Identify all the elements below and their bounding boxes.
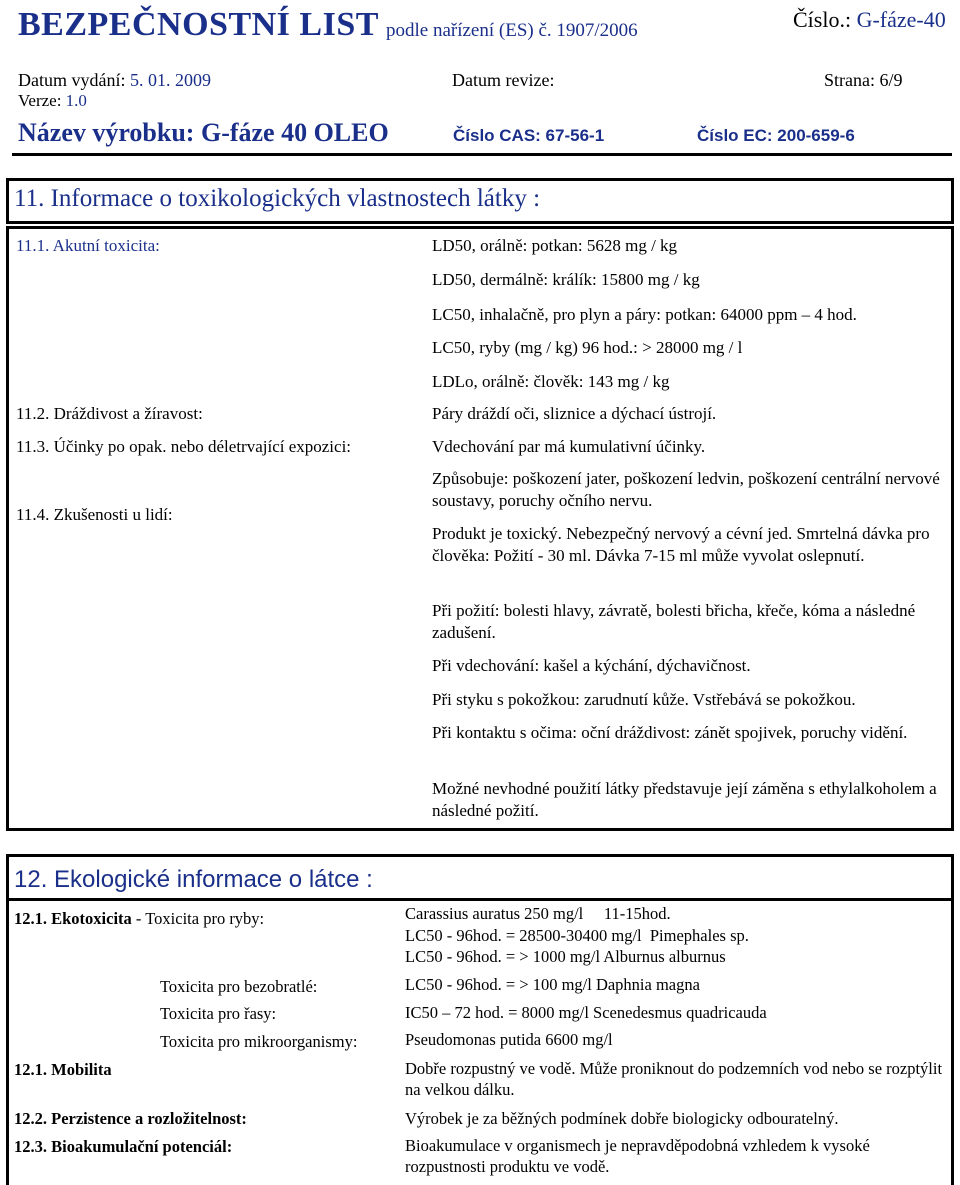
document-number: Číslo.: G-fáze-40 bbox=[793, 7, 946, 32]
section12-heading: 12. Ekologické informace o látce : bbox=[14, 866, 373, 893]
document-title: BEZPEČNOSTNÍ LIST bbox=[18, 6, 379, 43]
page-number: Strana: 6/9 bbox=[824, 70, 903, 90]
bioaccumulation-value: Bioakumulace v organismech je nepravděpodobná vzhledem k vysoké rozpustnosti produktu ve vodě. bbox=[405, 1136, 870, 1176]
irritation-value: Páry dráždí oči, sliznice a dýchací ústrojí. bbox=[432, 404, 717, 423]
invertebrate-value: LC50 - 96hod. = > 100 mg/l Daphnia magna bbox=[405, 975, 700, 994]
issue-date: Datum vydání: 5. 01. 2009 bbox=[18, 70, 211, 90]
cas-number: Číslo CAS: 67-56-1 bbox=[453, 126, 605, 145]
persistence-label: 12.2. Perzistence a rozložitelnost: bbox=[14, 1109, 247, 1128]
human-value: Při požití: bolesti hlavy, závratě, bolesti břicha, křeče, kóma a následné zadušení. bbox=[432, 601, 916, 642]
section11-heading: 11. Informace o toxikologických vlastnostech látky : bbox=[14, 185, 541, 212]
human-value: Při vdechování: kašel a kýchání, dýchavičnost. bbox=[432, 656, 751, 675]
regulation-text: podle nařízení (ES) č. 1907/2006 bbox=[386, 20, 638, 41]
ecotoxicity-label: 12.1. Ekotoxicita - Toxicita pro ryby: bbox=[14, 909, 265, 928]
microorganism-value: Pseudomonas putida 6600 mg/l bbox=[405, 1030, 613, 1049]
acute-value: LC50, inhalačně, pro plyn a páry: potkan: 64000 ppm – 4 hod. bbox=[432, 305, 857, 324]
irritation-label: 11.2. Dráždivost a žíravost: bbox=[16, 404, 203, 423]
fish-value: LC50 - 96hod. = 28500-30400 mg/l Pimephales sp. bbox=[405, 926, 749, 945]
repeated-exposure-value: Vdechování par má kumulativní účinky. bbox=[432, 437, 706, 456]
algae-value: IC50 – 72 hod. = 8000 mg/l Scenedesmus quadricauda bbox=[405, 1003, 767, 1022]
algae-label: Toxicita pro řasy: bbox=[160, 1004, 277, 1023]
human-value: Možné nevhodné použití látky představuje její záměna s ethylalkoholem a následné požití. bbox=[432, 779, 937, 820]
human-experience-label: 11.4. Zkušenosti u lidí: bbox=[16, 505, 173, 524]
fish-value: Carassius auratus 250 mg/l 11-15hod. bbox=[405, 904, 671, 923]
section12-divider bbox=[6, 898, 954, 901]
version: Verze: 1.0 bbox=[18, 91, 87, 110]
mobility-value: Dobře rozpustný ve vodě. Může proniknout do podzemních vod nebo se rozptýlit na velkou dálku. bbox=[405, 1059, 943, 1099]
acute-value: LD50, orálně: potkan: 5628 mg / kg bbox=[432, 236, 678, 255]
repeated-exposure-label: 11.3. Účinky po opak. nebo déletrvající expozici: bbox=[16, 437, 352, 456]
human-value: Při styku s pokožkou: zarudnutí kůže. Vstřebává se pokožkou. bbox=[432, 690, 856, 709]
human-value: Způsobuje: poškození jater, poškození ledvin, poškození centrální nervové soustavy, poruchy očního nervu. bbox=[432, 469, 940, 510]
human-value: Produkt je toxický. Nebezpečný nervový a cévní jed. Smrtelná dávka pro člověka: Požití - 30 ml. Dávka 7-15 ml může vyvolat oslepnutí. bbox=[432, 524, 930, 565]
header-divider bbox=[12, 153, 952, 156]
microorganism-label: Toxicita pro mikroorganismy: bbox=[160, 1032, 358, 1051]
acute-toxicity-label: 11.1. Akutní toxicita: bbox=[16, 236, 160, 255]
fish-value: LC50 - 96hod. = > 1000 mg/l Alburnus alburnus bbox=[405, 947, 726, 966]
ec-number: Číslo EC: 200-659-6 bbox=[697, 126, 855, 145]
mobility-label: 12.1. Mobilita bbox=[14, 1060, 112, 1079]
human-value: Při kontaktu s očima: oční dráždivost: zánět spojivek, poruchy vidění. bbox=[432, 723, 908, 742]
acute-value: LDLo, orálně: člověk: 143 mg / kg bbox=[432, 372, 670, 391]
bioaccumulation-label: 12.3. Bioakumulační potenciál: bbox=[14, 1137, 233, 1156]
acute-value: LC50, ryby (mg / kg) 96 hod.: > 28000 mg / l bbox=[432, 338, 743, 357]
persistence-value: Výrobek je za běžných podmínek dobře biologicky odbouratelný. bbox=[405, 1109, 839, 1128]
revision-date: Datum revize: bbox=[452, 70, 555, 90]
acute-value: LD50, dermálně: králík: 15800 mg / kg bbox=[432, 270, 700, 289]
product-name: Název výrobku: G-fáze 40 OLEO bbox=[18, 118, 389, 147]
invertebrate-label: Toxicita pro bezobratlé: bbox=[160, 977, 318, 996]
